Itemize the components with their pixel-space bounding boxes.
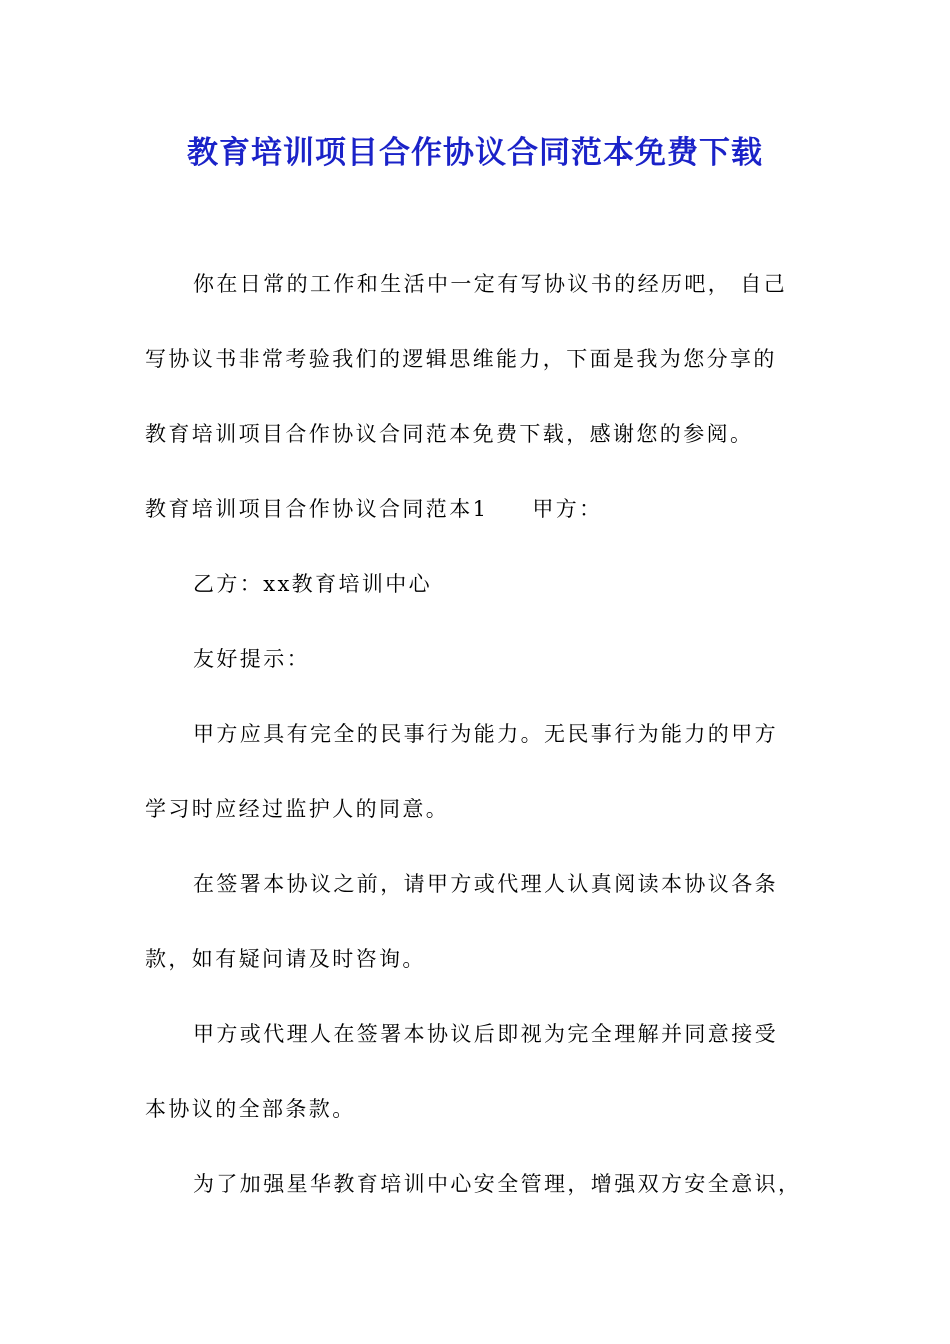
paragraph-line: 写协议书非常考验我们的逻辑思维能力，下面是我为您分享的 — [145, 347, 777, 371]
party-b-line: 乙方：xx教育培训中心 — [193, 572, 433, 596]
notice-heading: 友好提示： — [193, 647, 310, 671]
paragraph-line: 款，如有疑问请及时咨询。 — [145, 947, 426, 971]
document-title: 教育培训项目合作协议合同范本免费下载 — [187, 135, 763, 171]
paragraph-line: 你在日常的工作和生活中一定有写协议书的经历吧， 自己 — [193, 272, 788, 296]
paragraph-line: 学习时应经过监护人的同意。 — [145, 797, 450, 821]
paragraph-line: 甲方应具有完全的民事行为能力。无民事行为能力的甲方 — [193, 722, 778, 746]
paragraph-line: 甲方或代理人在签署本协议后即视为完全理解并同意接受 — [193, 1022, 778, 1046]
paragraph-line: 本协议的全部条款。 — [145, 1097, 356, 1121]
paragraph-line: 教育培训项目合作协议合同范本免费下载，感谢您的参阅。 — [145, 422, 754, 446]
paragraph-line: 为了加强星华教育培训中心安全管理，增强双方安全意识， — [193, 1172, 802, 1196]
section-heading: 教育培训项目合作协议合同范本1 — [145, 497, 489, 521]
section-heading-line — [145, 494, 603, 524]
paragraph-line: 在签署本协议之前，请甲方或代理人认真阅读本协议各条 — [193, 872, 778, 896]
party-a-label: 甲方： — [532, 497, 603, 521]
